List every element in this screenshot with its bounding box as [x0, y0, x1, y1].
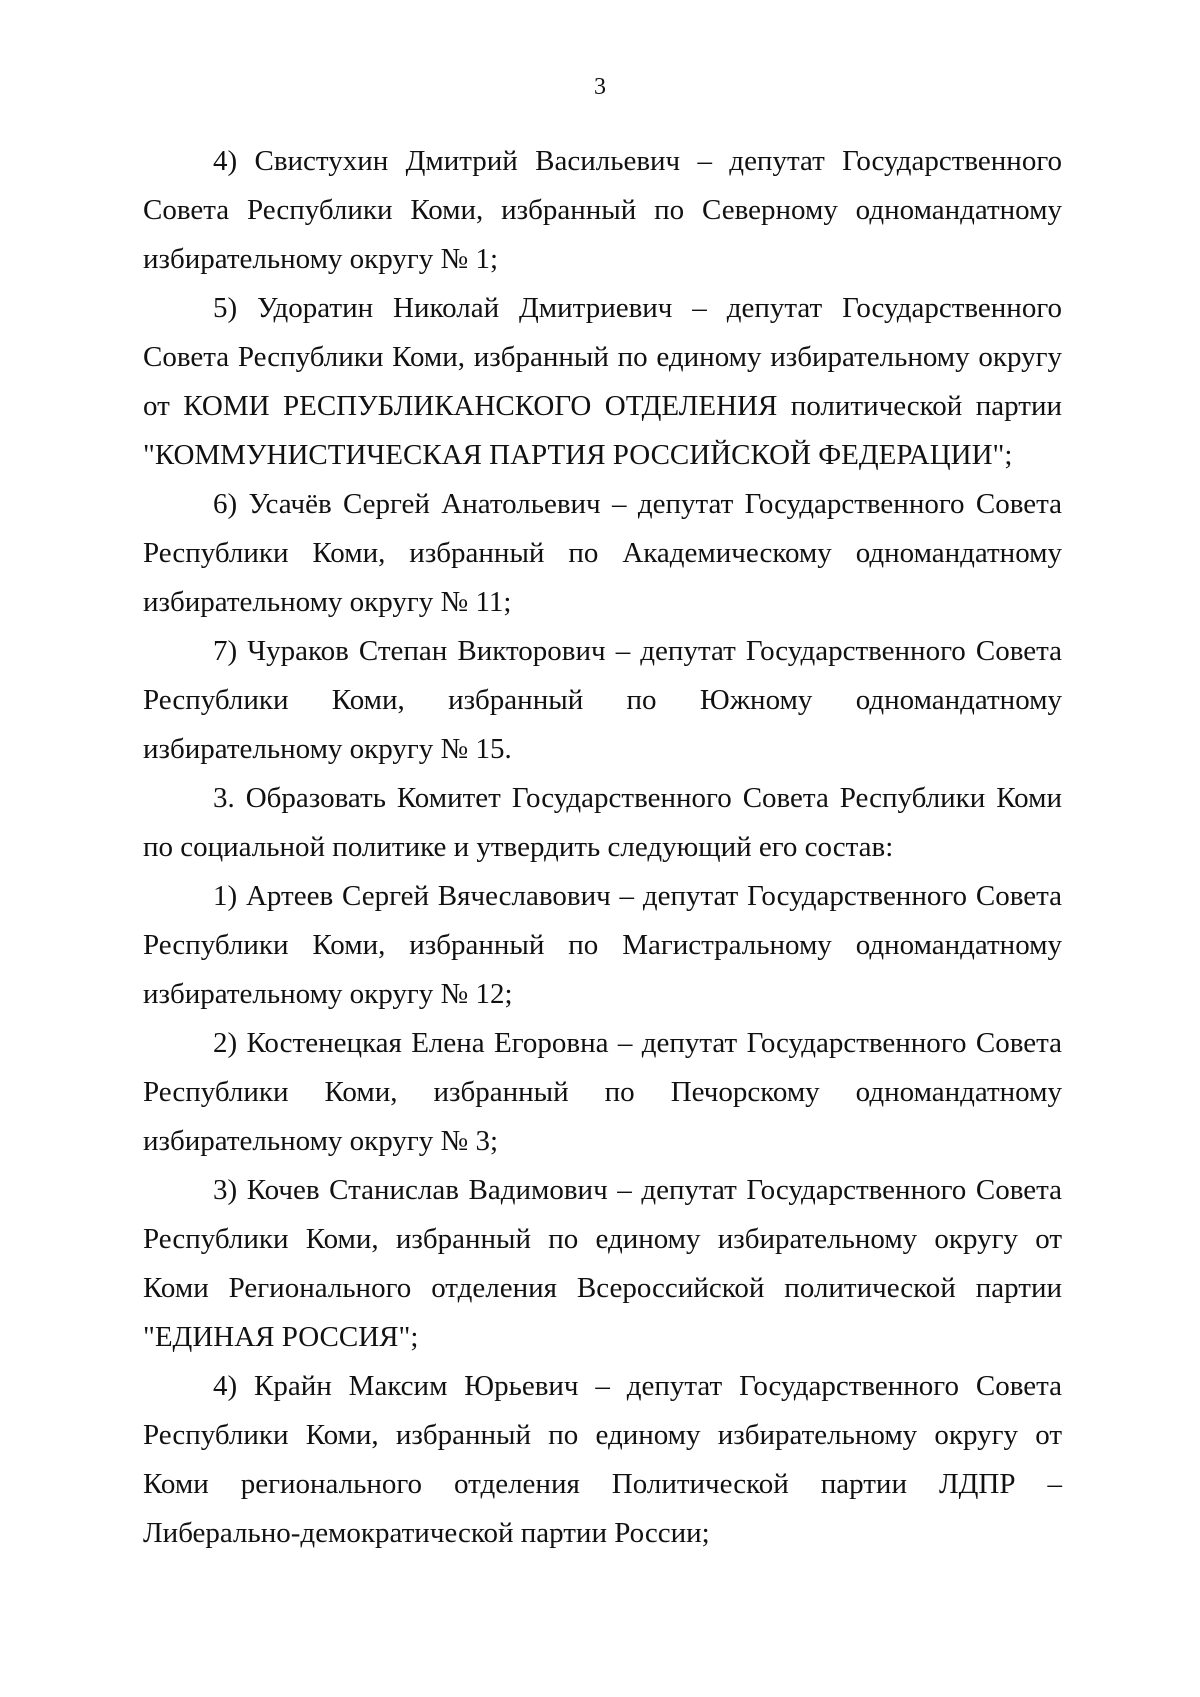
page-number: 3	[594, 74, 606, 100]
list-item-svistukhin: 4) Свистухин Дмитрий Васильевич – депутат Государственного Совета Республики Коми, избранный по Северному одномандатному избирательному округу № 1;	[143, 145, 1062, 275]
document-body	[143, 137, 1062, 1558]
list-item-udoratin: 5) Удоратин Николай Дмитриевич – депутат Государственного Совета Республики Коми, избранный по единому избирательному округу от КОМИ РЕСПУБЛИКАНСКОГО ОТДЕЛЕНИЯ политической партии "КОММУНИСТИЧЕСКАЯ ПАРТИЯ РОССИЙСКОЙ ФЕДЕРАЦИИ";	[143, 292, 1062, 471]
list-item-churakov: 7) Чураков Степан Викторович – депутат Государственного Совета Республики Коми, избранный по Южному одномандатному избирательному округу № 15.	[143, 635, 1062, 765]
list-item-kochev: 3) Кочев Станислав Вадимович – депутат Государственного Совета Республики Коми, избранный по единому избирательному округу от Коми Регионального отделения Всероссийской политической партии "ЕДИНАЯ РОССИЯ";	[143, 1174, 1062, 1353]
list-item-usachev: 6) Усачёв Сергей Анатольевич – депутат Государственного Совета Республики Коми, избранный по Академическому одномандатному избирательному округу № 11;	[143, 488, 1062, 618]
list-item-arteev: 1) Артеев Сергей Вячеславович – депутат Государственного Совета Республики Коми, избранный по Магистральному одномандатному избирательному округу № 12;	[143, 880, 1062, 1010]
list-item-krain: 4) Крайн Максим Юрьевич – депутат Государственного Совета Республики Коми, избранный по единому избирательному округу от Коми регионального отделения Политической партии ЛДПР – Либерально-демократической партии России;	[143, 1370, 1062, 1549]
section-3-committee-social-policy: 3. Образовать Комитет Государственного Совета Республики Коми по социальной политике и утвердить следующий его состав:	[143, 782, 1062, 863]
list-item-kostenetskaya: 2) Костенецкая Елена Егоровна – депутат Государственного Совета Республики Коми, избранный по Печорскому одномандатному избирательному округу № 3;	[143, 1027, 1062, 1157]
